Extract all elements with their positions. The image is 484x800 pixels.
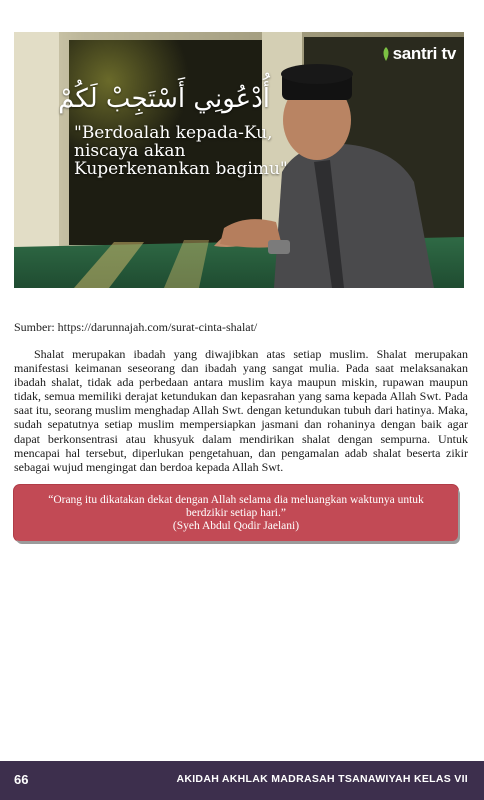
santri-tv-watermark [381, 44, 456, 64]
quote-box [14, 485, 458, 541]
leaf-logo-icon [381, 47, 391, 61]
arabic-verse: أُدْعُونِي أَسْتَجِبْ لَكُمْ [58, 84, 270, 114]
watermark-text: santri tv [392, 44, 456, 63]
quote-author: (Syeh Abdul Qodir Jaelani) [172, 519, 300, 532]
page-number: 66 [14, 772, 29, 787]
quote-text: “Orang itu dikatakan dekat dengan Allah selama dia meluangkan waktunya untuk berdzikir setiap hari.” [48, 493, 424, 519]
page-footer [0, 761, 484, 800]
image-translation: "Berdoalah kepada-Ku, niscaya akan Kuperkenankan bagimu" [74, 123, 288, 179]
praying-man-photo [14, 32, 464, 288]
book-title: AKIDAH AKHLAK MADRASAH TSANAWIYAH KELAS VII [176, 773, 468, 785]
image-source: Sumber: https://darunnajah.com/surat-cinta-shalat/ [14, 320, 258, 334]
body-paragraph: Shalat merupakan ibadah yang diwajibkan atas setiap muslim. Shalat merupakan manifestasi keimanan seseorang dan ibadah yang sangat mulia. Pada saat melaksanakan ibadah shalat, tidak ada perbedaan antara muslim kaya maupun miskin, rupawan maupun tidak, semua memiliki derajat ketundukan dan kepasrahan yang sama kepada Allah Swt. Pada saat itu, seorang muslim menghadap Allah Swt. dengan ketundukan tubuh dari hatinya. Maka, sudah sepatutnya setiap muslim mempersiapkan jasmani dan rohaninya dengan baik agar dapat berkonsentrasi atau khusyuk dalam mendirikan shalat dengan sempurna. Untuk mencapai hal tersebut, diperlukan pengetahuan, dan pengamalan adab shalat beserta zikir sebagai wujud mengingat dan berdoa kepada Allah Swt. [14, 347, 468, 474]
